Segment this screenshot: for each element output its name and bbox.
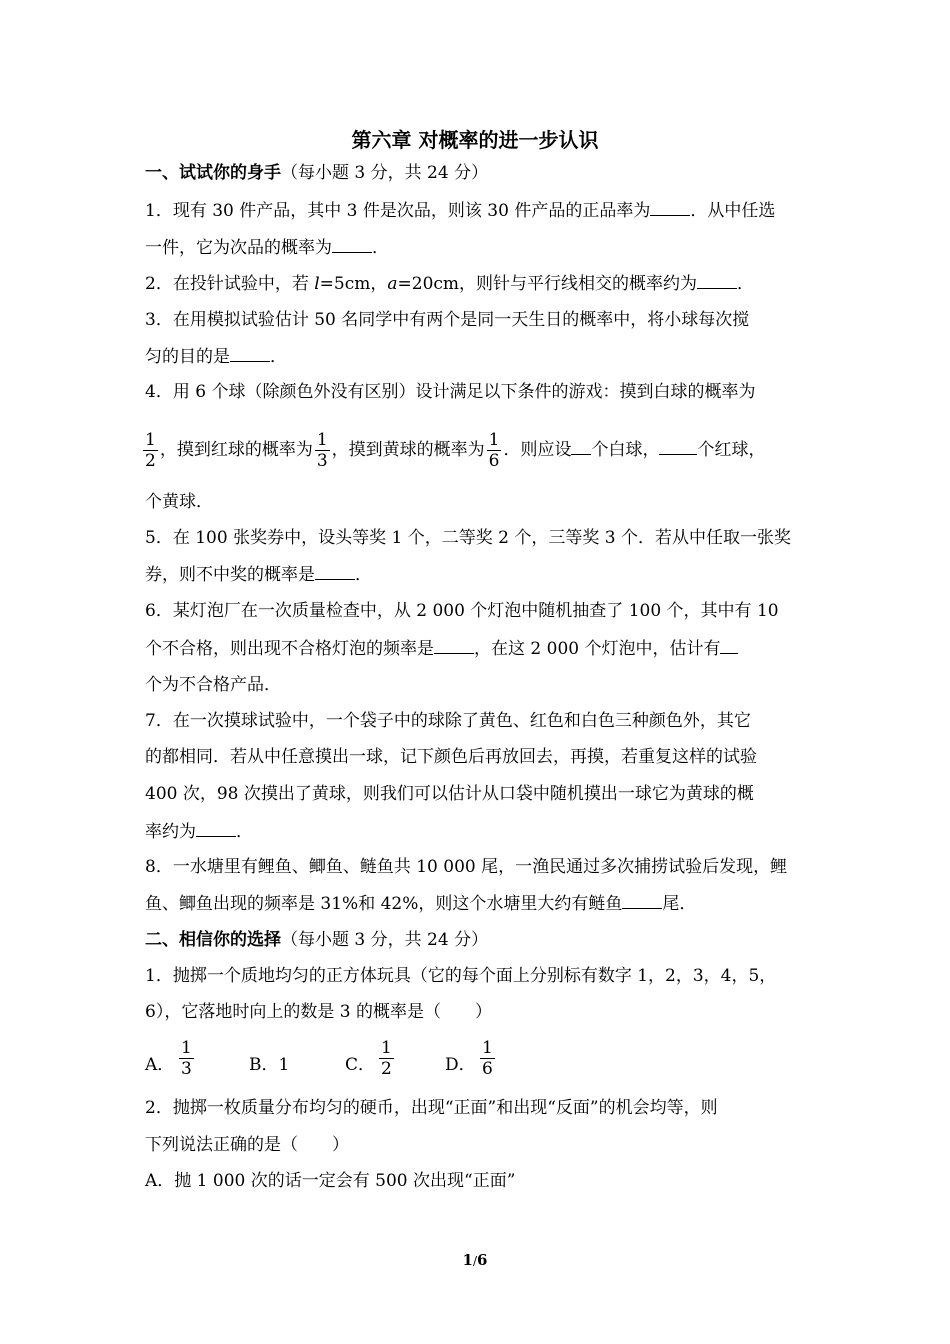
option-d	[445, 1050, 476, 1075]
answer-blank	[332, 235, 372, 253]
s1-q8-line2	[145, 891, 810, 916]
s1-q1-line1	[145, 198, 810, 223]
answer-blank	[622, 891, 662, 909]
fraction-one-half	[143, 430, 158, 471]
s1-q1-line2	[145, 235, 810, 260]
s1-q1-text-a: 1．现有 30 件产品，其中 3 件是次品，则该 30 件产品的正品率为	[145, 201, 651, 221]
option-a-fraction	[179, 1038, 194, 1079]
s1-q4-text-g: 个黄球．	[145, 492, 213, 512]
s1-q4-text-b: ，摸到红球的概率为	[159, 440, 313, 460]
s2-q1-text-b: 6），它落地时向上的数是 3 的概率是（ ）	[145, 1002, 492, 1022]
chapter-title: 第六章 对概率的进一步认识	[351, 128, 599, 152]
s1-q8-text-a: 8．一水塘里有鲤鱼、鲫鱼、鲢鱼共 10 000 尾，一渔民通过多次捕捞试验后发现，鲤	[145, 857, 788, 877]
section1-heading-line	[145, 161, 810, 185]
s1-q4-line2	[145, 430, 810, 471]
s1-q7-text-d: 率约为	[145, 822, 196, 842]
s1-q8-text-c: 尾．	[662, 894, 697, 914]
answer-blank	[571, 437, 591, 455]
s1-q6-text-c: ，在这 2 000 个灯泡中，估计有	[474, 639, 721, 659]
s1-q7-text-c: 400 次，98 次摸出了黄球，则我们可以估计从口袋中随机摸出一球它为黄球的概	[145, 784, 754, 804]
fraction-denominator: 3	[181, 1059, 192, 1079]
s1-q6-text-b: 个不合格，则出现不合格灯泡的频率是	[145, 639, 434, 659]
s1-q7-line3	[145, 782, 810, 806]
s1-q7-line4	[145, 819, 810, 844]
fraction-denominator: 6	[482, 1059, 493, 1079]
s2-q2-option-a-text: A．抛 1 000 次的话一定会有 500 次出现“正面”	[145, 1171, 516, 1191]
s1-q2-line	[145, 271, 810, 296]
page-current: 1	[462, 1251, 473, 1269]
fraction-numerator: 1	[181, 1038, 192, 1058]
section1-heading: 一、试试你的身手	[145, 163, 281, 183]
option-d-fraction	[480, 1038, 495, 1079]
answer-blank	[697, 271, 737, 289]
s1-q4-text-c: ，摸到黄球的概率为	[331, 440, 485, 460]
s1-q4-text-a: 4．用 6 个球（除颜色外没有区别）设计满足以下条件的游戏：摸到白球的概率为	[145, 382, 756, 402]
s2-q2-line2	[145, 1133, 810, 1157]
option-a-label: A．	[145, 1055, 175, 1075]
s1-q4-text-e: 个白球，	[591, 440, 660, 460]
fraction-numerator: 1	[145, 430, 156, 450]
option-a	[145, 1050, 174, 1075]
fraction-denominator: 3	[316, 451, 328, 471]
s1-q6-line1	[145, 599, 810, 623]
s1-q8-text-b: 鱼、鲫鱼出现的频率是 31%和 42%，则这个水塘里大约有鲢鱼	[145, 894, 623, 914]
answer-blank	[196, 819, 236, 837]
fraction-denominator: 2	[145, 451, 156, 471]
page-total: 6	[477, 1251, 488, 1269]
section2-note: （每小题 3 分，共 24 分）	[281, 930, 489, 950]
fraction-denominator: 2	[381, 1059, 392, 1079]
option-b	[249, 1050, 289, 1075]
s2-q1-line2	[145, 1000, 810, 1024]
s1-q4-text-d: ．则应设	[503, 440, 572, 460]
fraction-numerator: 1	[316, 430, 328, 450]
s1-q1-text-c: 一件，它为次品的概率为	[145, 238, 332, 258]
s1-q2-text-c: =20cm，则针与平行线相交的概率约为	[397, 274, 698, 294]
fraction-one-sixth	[487, 430, 502, 471]
s2-q2-line1	[145, 1096, 810, 1120]
s1-q7-line2	[145, 745, 810, 769]
section2-heading: 二、相信你的选择	[145, 930, 281, 950]
option-c-label: C．	[345, 1055, 376, 1075]
s1-q7-line1	[145, 709, 810, 733]
s2-q1-line1	[145, 964, 810, 988]
s1-q6-line2	[145, 636, 810, 661]
s1-q3-line2	[145, 344, 810, 369]
answer-blank	[230, 344, 270, 362]
answer-blank	[434, 636, 474, 654]
s1-q3-text-a: 3．在用模拟试验估计 50 名同学中有两个是同一天生日的概率中，将小球每次搅	[145, 310, 750, 330]
page-separator: /	[472, 1254, 478, 1268]
fraction-one-third	[315, 430, 330, 471]
option-b-value: 1	[278, 1055, 290, 1075]
s1-q5-text-b: 券，则不中奖的概率是	[145, 565, 315, 585]
page-number	[0, 1251, 950, 1269]
fraction-numerator: 1	[381, 1038, 392, 1058]
s1-q2-text-d: ．	[737, 274, 755, 294]
s1-q7-text-e: ．	[236, 822, 253, 842]
section2-heading-line	[145, 928, 810, 952]
s1-q3-text-c: ．	[270, 347, 287, 367]
answer-blank	[315, 562, 355, 580]
s2-q2-text-b: 下列说法正确的是（ ）	[145, 1135, 349, 1155]
answer-blank	[659, 437, 697, 455]
option-c	[345, 1050, 375, 1075]
s1-q2-text-b: =5cm，	[319, 274, 388, 294]
s1-q5-line2	[145, 562, 810, 587]
s1-q5-line1	[145, 526, 810, 550]
s1-q2-var-a: a	[387, 274, 398, 294]
fraction-numerator: 1	[482, 1038, 493, 1058]
s1-q7-text-b: 的都相同．若从中任意摸出一球，记下颜色后再放回去，再摸，若重复这样的试验	[145, 747, 757, 767]
s2-q1-text-a: 1．抛掷一个质地均匀的正方体玩具（它的每个面上分别标有数字 1，2，3，4，5，	[145, 966, 777, 986]
option-b-label: B．	[249, 1055, 279, 1075]
answer-blank	[720, 636, 738, 654]
option-d-label: D．	[445, 1055, 476, 1075]
s1-q8-line1	[145, 855, 810, 879]
answer-blank	[650, 198, 690, 216]
s2-q2-text-a: 2．抛掷一枚质量分布均匀的硬币，出现“正面”和出现“反面”的机会均等，则	[145, 1098, 718, 1118]
s1-q6-line3	[145, 673, 810, 697]
s2-q2-option-a	[145, 1169, 810, 1193]
s1-q1-text-d: ．	[372, 238, 389, 258]
s1-q2-text-a: 2．在投针试验中，若	[145, 274, 315, 294]
s1-q6-text-a: 6．某灯泡厂在一次质量检查中，从 2 000 个灯泡中随机抽查了 100 个，其中有 10	[145, 601, 779, 621]
s1-q4-line3	[145, 490, 810, 514]
s1-q3-line1	[145, 308, 810, 332]
s1-q2-var-l: l	[314, 274, 320, 294]
s1-q7-text-a: 7．在一次摸球试验中，一个袋子中的球除了黄色、红色和白色三种颜色外，其它	[145, 711, 751, 731]
s1-q1-text-b: ．从中任选	[690, 201, 776, 221]
option-c-fraction	[379, 1038, 394, 1079]
fraction-denominator: 6	[488, 451, 500, 471]
s1-q5-text-c: ．	[355, 565, 372, 585]
s1-q5-text-a: 5．在 100 张奖券中，设头等奖 1 个，二等奖 2 个，三等奖 3 个．若从中任取一张奖	[145, 528, 791, 548]
s1-q6-text-d: 个为不合格产品．	[145, 675, 281, 695]
s1-q3-text-b: 匀的目的是	[145, 347, 230, 367]
s1-q4-line1	[145, 380, 810, 404]
fraction-numerator: 1	[488, 430, 500, 450]
s1-q4-text-f: 个红球，	[697, 440, 766, 460]
section1-note: （每小题 3 分，共 24 分）	[281, 163, 489, 183]
